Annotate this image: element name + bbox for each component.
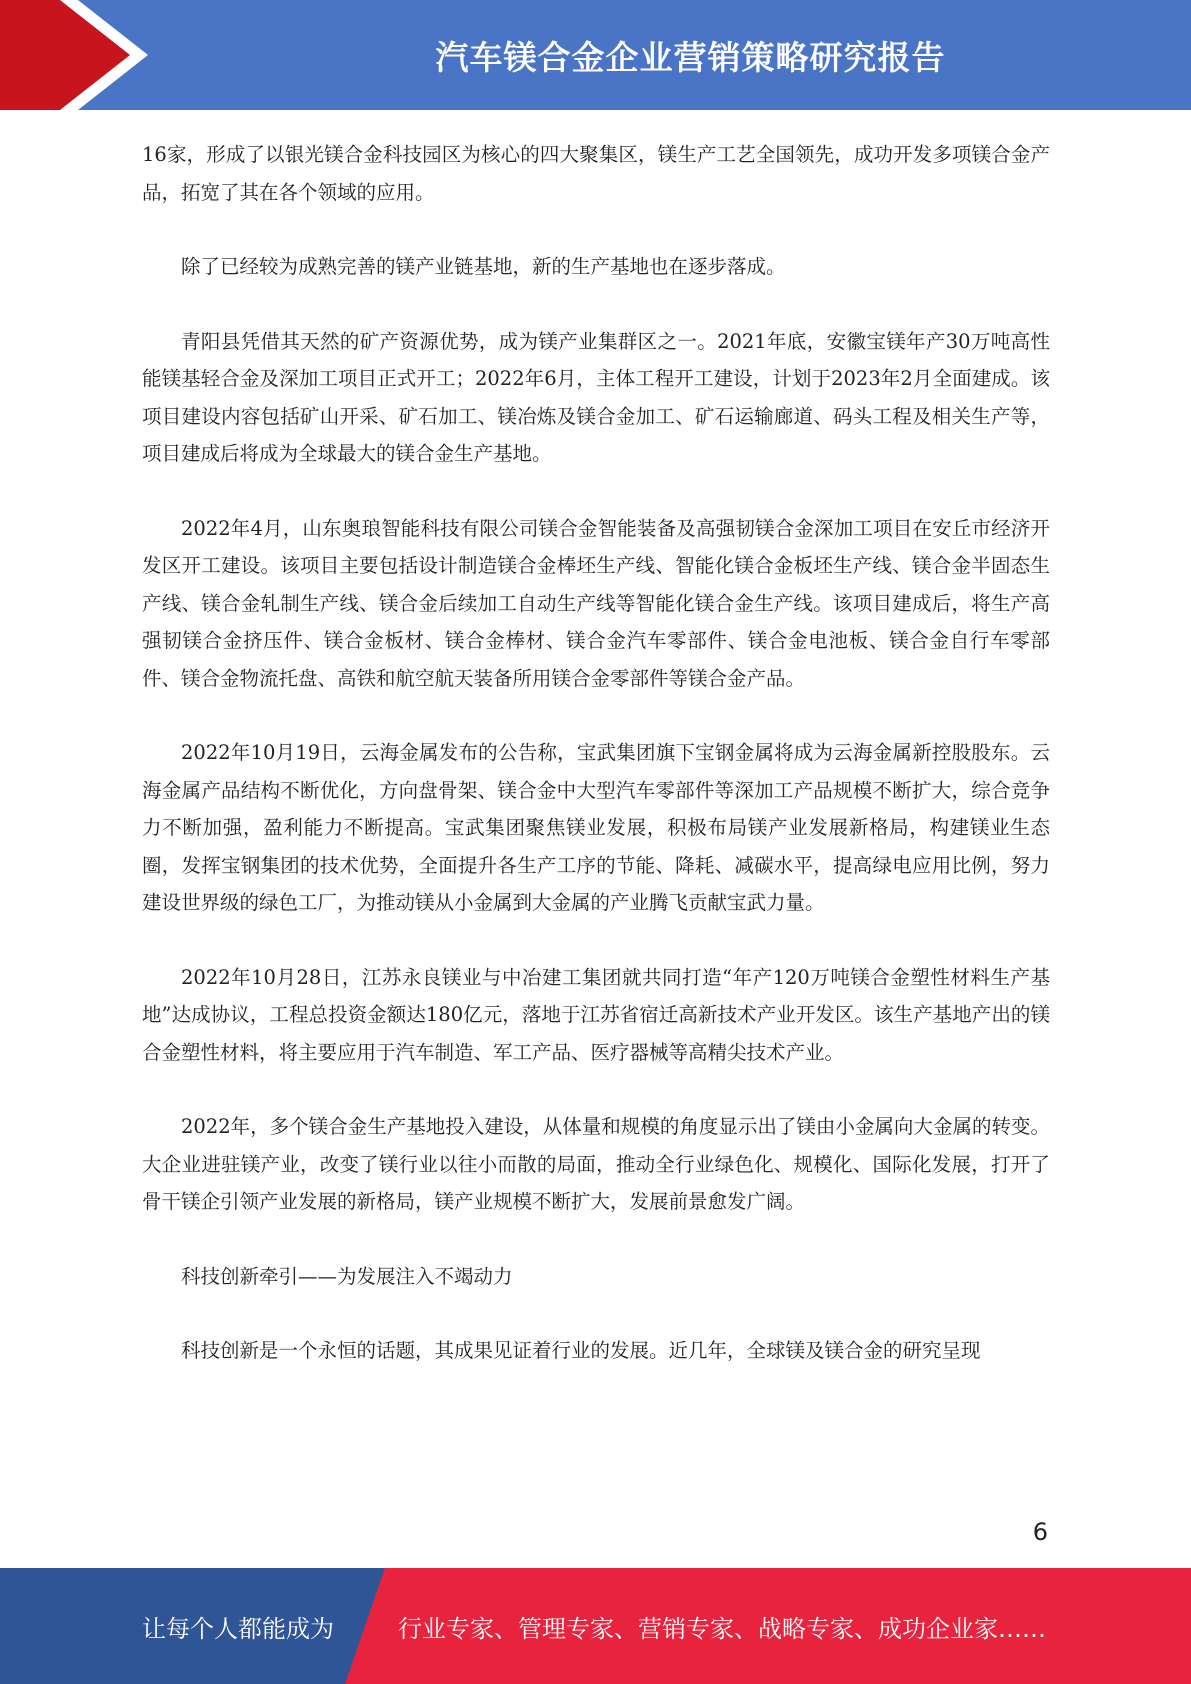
footer-slogan-left: 让每个人都能成为 (142, 1614, 334, 1643)
page-footer (0, 1568, 1191, 1684)
paragraph: 16家，形成了以银光镁合金科技园区为核心的四大聚集区，镁生产工艺全国领先，成功开发多项镁合金产品，拓宽了其在各个领域的应用。 (142, 143, 1050, 204)
paragraph: 2022年4月，山东奥琅智能科技有限公司镁合金智能装备及高强韧镁合金深加工项目在安丘市经济开发区开工建设。该项目主要包括设计制造镁合金棒坯生产线、智能化镁合金板坯生产线、镁合金半固态生产线、镁合金轧制生产线、镁合金后续加工自动生产线等智能化镁合金生产线。该项目建成后，将生产高强韧镁合金挤压件、镁合金板材、镁合金棒材、镁合金汽车零部件、镁合金电池板、镁合金自行车零部件、镁合金物流托盘、高铁和航空航天装备所用镁合金零部件等镁合金产品。 (142, 516, 1050, 690)
page-header (0, 0, 1191, 110)
section-heading: 科技创新牵引——为发展注入不竭动力 (181, 1264, 513, 1288)
paragraph: 科技创新是一个永恒的话题，其成果见证着行业的发展。近几年，全球镁及镁合金的研究呈现 (181, 1339, 981, 1362)
footer-slogan-right: 行业专家、管理专家、营销专家、战略专家、成功企业家…… (398, 1614, 1046, 1643)
chevron-arrow-icon (0, 0, 170, 110)
report-title: 汽车镁合金企业营销策略研究报告 (435, 37, 946, 77)
paragraph: 青阳县凭借其天然的矿产资源优势，成为镁产业集群区之一。2021年底，安徽宝镁年产30万吨高性能镁基轻合金及深加工项目正式开工；2022年6月，主体工程开工建设，计划于2023年2月全面建成。该项目建设内容包括矿山开采、矿石加工、镁冶炼及镁合金加工、矿石运输廊道、码头工程及相关生产等，项目建成后将成为全球最大的镁合金生产基地。 (142, 329, 1050, 465)
paragraph: 2022年，多个镁合金生产基地投入建设，从体量和规模的角度显示出了镁由小金属向大金属的转变。大企业进驻镁产业，改变了镁行业以往小而散的局面，推动全行业绿色化、规模化、国际化发展，打开了骨干镁企引领产业发展的新格局，镁产业规模不断扩大，发展前景愈发广阔。 (142, 1115, 1050, 1213)
paragraph: 2022年10月28日，江苏永良镁业与中冶建工集团就共同打造“年产120万吨镁合金塑性材料生产基地”达成协议，工程总投资金额达180亿元，落地于江苏省宿迁高新技术产业开发区。该生产基地产出的镁合金塑性材料，将主要应用于汽车制造、军工产品、医疗器械等高精尖技术产业。 (142, 965, 1050, 1064)
page-number: 6 (1032, 1518, 1048, 1546)
paragraph: 除了已经较为成熟完善的镁产业链基地，新的生产基地也在逐步落成。 (181, 255, 786, 278)
document-body (142, 136, 1050, 1407)
paragraph: 2022年10月19日，云海金属发布的公告称，宝武集团旗下宝钢金属将成为云海金属新控股股东。云海金属产品结构不断优化，方向盘骨架、镁合金中大型汽车零部件等深加工产品规模不断扩大，综合竞争力不断加强，盈利能力不断提高。宝武集团聚焦镁业发展，积极布局镁产业发展新格局，构建镁业生态圈，发挥宝钢集团的技术优势，全面提升各生产工序的节能、降耗、减碳水平，提高绿电应用比例，努力建设世界级的绿色工厂，为推动镁从小金属到大金属的产业腾飞贡献宝武力量。 (142, 741, 1050, 914)
